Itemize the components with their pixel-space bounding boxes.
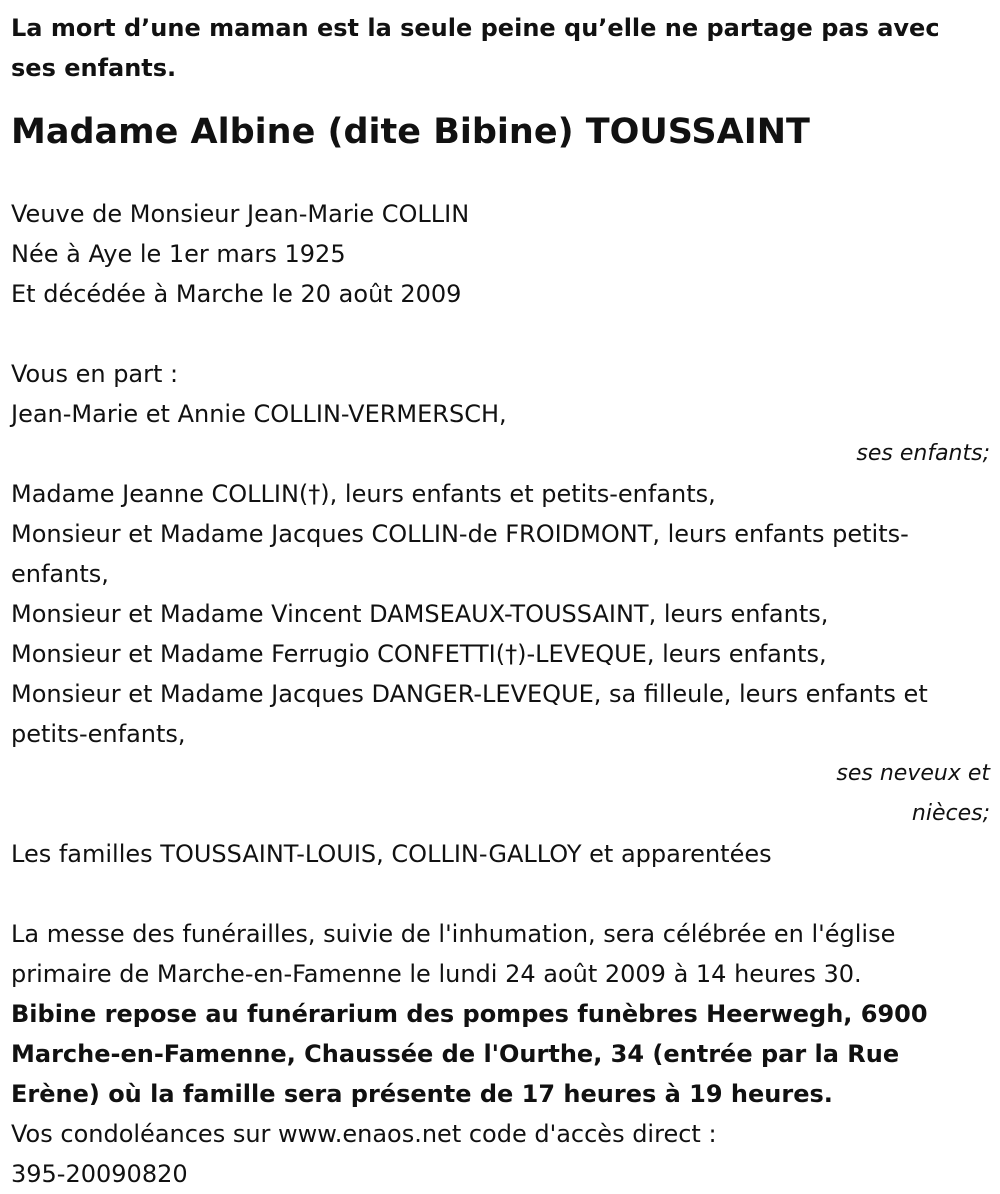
nieces-label: nièces; (911, 801, 990, 826)
deceased-details (11, 194, 990, 314)
opening-quote: La mort d’une maman est la seule peine qu’elle ne partage pas avec ses enfants. (11, 14, 940, 82)
funeral-text: La messe des funérailles, suivie de l'inhumation, sera célébrée en l'église primaire de Marche-en-Famenne le lundi 24 août 2009 à 14 heures 30. (11, 920, 896, 988)
condolences-text: Vos condoléances sur www.enaos.net code d'accès direct : (11, 1120, 717, 1148)
relative-line: Monsieur et Madame Vincent DAMSEAUX-TOUSSAINT, leurs enfants, (11, 600, 829, 628)
relative-line: Madame Jeanne COLLIN(†), leurs enfants et petits-enfants, (11, 480, 716, 508)
death-line: Et décédée à Marche le 20 août 2009 (11, 280, 462, 308)
children-line: Jean-Marie et Annie COLLIN-VERMERSCH, (11, 400, 507, 428)
relative-line: Monsieur et Madame Jacques DANGER-LEVEQUE, sa filleule, leurs enfants et petits-enfants, (11, 680, 928, 748)
nephews-label: ses neveux et (836, 761, 990, 786)
birth-line: Née à Aye le 1er mars 1925 (11, 240, 346, 268)
funeral-info (11, 914, 990, 1194)
announce-intro: Vous en part : (11, 360, 179, 388)
spacer (11, 874, 990, 914)
relative-line: Monsieur et Madame Ferrugio CONFETTI(†)-LEVEQUE, leurs enfants, (11, 640, 827, 668)
widow-of-line: Veuve de Monsieur Jean-Marie COLLIN (11, 200, 470, 228)
families-line: Les familles TOUSSAINT-LOUIS, COLLIN-GALLOY et apparentées (11, 840, 772, 868)
spacer (11, 314, 990, 354)
deceased-name: Madame Albine (dite Bibine) TOUSSAINT (11, 112, 810, 152)
children-label: ses enfants; (856, 441, 990, 466)
viewing-text: Bibine repose au funérarium des pompes funèbres Heerwegh, 6900 Marche-en-Famenne, Chaussée de l'Ourthe, 34 (entrée par la Rue Erène) où la famille sera présente de 17 heures à 19 heures. (11, 1000, 928, 1108)
access-code: 395-20090820 (11, 1160, 188, 1188)
relative-line: Monsieur et Madame Jacques COLLIN-de FROIDMONT, leurs enfants petits-enfants, (11, 520, 909, 588)
family-announcement (11, 354, 990, 874)
